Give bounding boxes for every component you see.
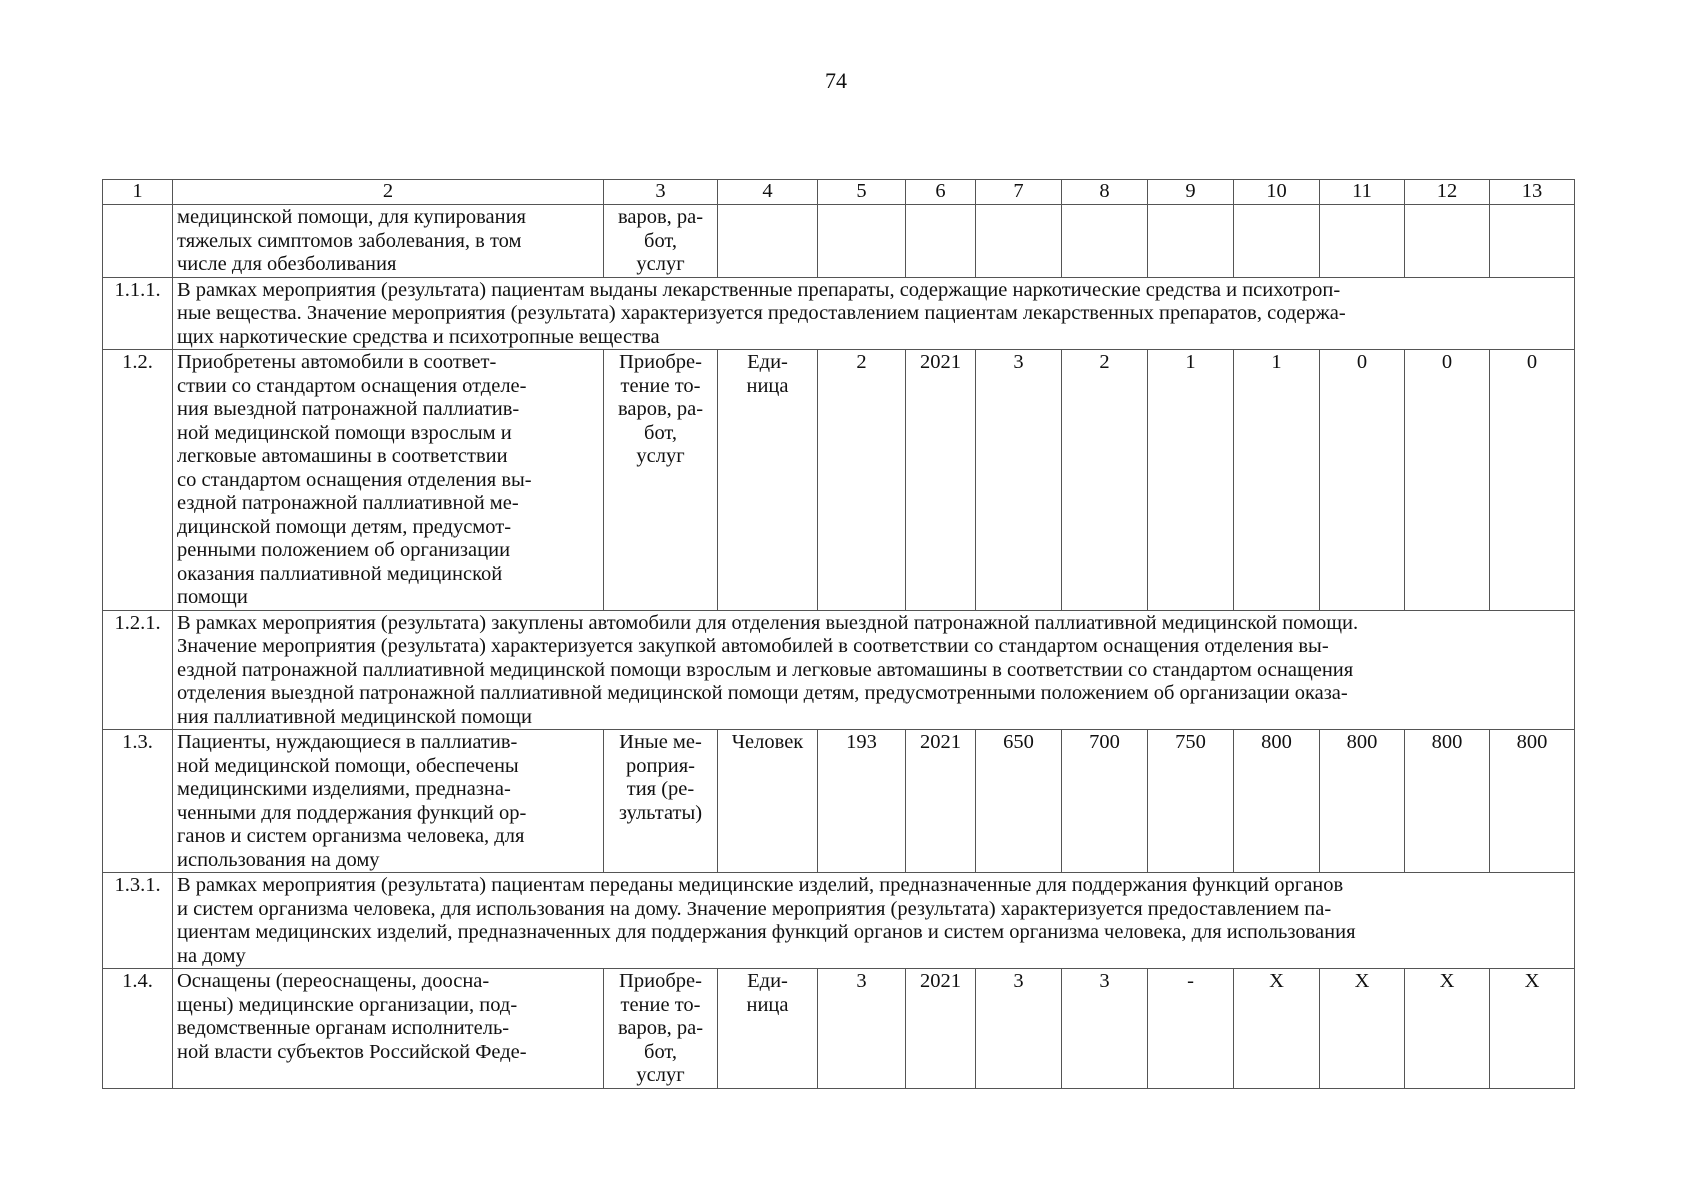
description-text xyxy=(173,277,1575,350)
value-cell: 750 xyxy=(1148,730,1234,873)
result-name xyxy=(173,350,604,611)
text-line: дицинской помощи детям, предусмот- xyxy=(177,515,512,538)
value-cell xyxy=(906,205,976,278)
value-cell: 800 xyxy=(1405,730,1490,873)
table-row xyxy=(103,969,1575,1089)
unit-of-measure xyxy=(718,350,818,611)
text-line: ница xyxy=(746,993,789,1016)
value-cell xyxy=(818,205,906,278)
column-number: 7 xyxy=(976,180,1062,205)
text-line: Пациенты, нуждающиеся в паллиатив- xyxy=(177,731,518,753)
text-line: ной медицинской помощи взрослым и xyxy=(177,421,512,444)
text-line: роприя- xyxy=(626,754,695,777)
text-line: ренными положением об организации xyxy=(177,539,511,561)
text-line: ездной патронажной паллиативной ме- xyxy=(177,492,519,514)
value-cell: 2 xyxy=(1062,350,1148,611)
value-cell: 0 xyxy=(1405,350,1490,611)
result-name xyxy=(173,205,604,278)
description-row xyxy=(103,873,1575,969)
row-number xyxy=(103,205,173,278)
text-line: и систем организма человека, для использования на дому. Значение мероприятия (результата) характеризуется предоставлением па- xyxy=(177,897,1332,920)
text-line: бот, xyxy=(644,1040,677,1063)
text-line: ница xyxy=(746,374,789,397)
table-row xyxy=(103,350,1575,611)
text-line: медицинской помощи, для купирования xyxy=(177,206,526,228)
text-line: Приобре- xyxy=(619,351,702,373)
column-number-row xyxy=(103,180,1575,205)
result-kind xyxy=(604,969,718,1089)
text-line: на дому xyxy=(177,944,246,967)
text-line: зультаты) xyxy=(618,801,703,824)
text-line: помощи xyxy=(177,586,248,608)
text-line: услуг xyxy=(636,445,685,467)
text-line: ной медицинской помощи, обеспечены xyxy=(177,754,519,777)
text-line: ездной патронажной паллиативной медицинской помощи взрослым и легковые автомашины в соответствии со стандартом оснащения xyxy=(177,658,1354,681)
text-line: В рамках мероприятия (результата) пациентам выданы лекарственные препараты, содержащие наркотические средства и психотроп- xyxy=(177,278,1341,301)
unit-of-measure xyxy=(718,969,818,1089)
value-cell: 3 xyxy=(976,969,1062,1089)
text-line: Человек xyxy=(731,731,804,753)
value-cell: 800 xyxy=(1320,730,1405,873)
value-cell: X xyxy=(1234,969,1320,1089)
value-cell: 0 xyxy=(1320,350,1405,611)
text-line: тяжелых симптомов заболевания, в том xyxy=(177,229,522,252)
value-cell: 650 xyxy=(976,730,1062,873)
row-number: 1.1.1. xyxy=(103,277,173,350)
text-line: ствии со стандартом оснащения отделе- xyxy=(177,374,527,397)
text-line: тение то- xyxy=(620,374,701,397)
description-row xyxy=(103,277,1575,350)
text-line: варов, ра- xyxy=(617,206,704,228)
text-line: варов, ра- xyxy=(617,398,704,420)
unit-of-measure xyxy=(718,730,818,873)
value-cell: 193 xyxy=(818,730,906,873)
text-line: тия (ре- xyxy=(626,778,695,800)
column-number: 3 xyxy=(604,180,718,205)
text-line: тение то- xyxy=(620,993,701,1016)
text-line: бот, xyxy=(644,229,677,252)
value-cell xyxy=(1405,205,1490,278)
text-line: Иные ме- xyxy=(619,731,702,753)
text-line: ченными для поддержания функций ор- xyxy=(177,801,527,824)
column-number: 5 xyxy=(818,180,906,205)
value-cell xyxy=(1062,205,1148,278)
indicators-table xyxy=(102,179,1575,1089)
row-number: 1.4. xyxy=(103,969,173,1089)
table-body xyxy=(103,180,1575,1089)
result-kind xyxy=(604,350,718,611)
value-cell: 2021 xyxy=(906,350,976,611)
description-text xyxy=(173,610,1575,730)
row-number: 1.3. xyxy=(103,730,173,873)
column-number: 9 xyxy=(1148,180,1234,205)
column-number: 8 xyxy=(1062,180,1148,205)
value-cell: 2021 xyxy=(906,730,976,873)
text-line: со стандартом оснащения отделения вы- xyxy=(177,468,532,491)
column-number: 2 xyxy=(173,180,604,205)
text-line: числе для обезболивания xyxy=(177,253,397,275)
result-name xyxy=(173,969,604,1089)
text-line: бот, xyxy=(644,421,677,444)
text-line: В рамках мероприятия (результата) пациентам переданы медицинские изделий, предназначенные для поддержания функций органов xyxy=(177,874,1344,896)
value-cell: 0 xyxy=(1490,350,1575,611)
value-cell: 700 xyxy=(1062,730,1148,873)
row-number: 1.3.1. xyxy=(103,873,173,969)
value-cell: 2021 xyxy=(906,969,976,1089)
column-number: 6 xyxy=(906,180,976,205)
text-line: Еди- xyxy=(747,970,788,992)
value-cell: 2 xyxy=(818,350,906,611)
text-line: В рамках мероприятия (результата) закуплены автомобили для отделения выездной патронажной паллиативной медицинской помощи. xyxy=(177,611,1359,634)
value-cell xyxy=(1320,205,1405,278)
text-line: Приобретены автомобили в соответ- xyxy=(177,351,497,373)
table-row xyxy=(103,730,1575,873)
row-number: 1.2. xyxy=(103,350,173,611)
text-line: варов, ра- xyxy=(617,1017,704,1039)
result-kind xyxy=(604,205,718,278)
text-line: ной власти субъектов Российской Феде- xyxy=(177,1040,527,1063)
value-cell: X xyxy=(1320,969,1405,1089)
column-number: 1 xyxy=(103,180,173,205)
result-name xyxy=(173,730,604,873)
text-line: оказания паллиативной медицинской xyxy=(177,562,503,585)
row-number: 1.2.1. xyxy=(103,610,173,730)
text-line: использования на дому xyxy=(177,848,380,871)
text-line: циентам медицинских изделий, предназначенных для поддержания функций органов и систем организма человека, для использования xyxy=(177,921,1356,943)
text-line: Значение мероприятия (результата) характеризуется закупкой автомобилей в соответствии со стандартом оснащения отделения вы- xyxy=(177,635,1329,657)
text-line: щены) медицинские организации, под- xyxy=(177,993,518,1016)
text-line: ганов и систем организма человека, для xyxy=(177,825,525,847)
text-line: ния паллиативной медицинской помощи xyxy=(177,705,532,728)
text-line: Еди- xyxy=(747,351,788,373)
column-number: 11 xyxy=(1320,180,1405,205)
text-line: ния выездной патронажной паллиатив- xyxy=(177,398,520,420)
text-line: медицинскими изделиями, предназна- xyxy=(177,778,511,800)
value-cell: 3 xyxy=(818,969,906,1089)
column-number: 4 xyxy=(718,180,818,205)
text-line: щих наркотические средства и психотропные вещества xyxy=(177,325,660,348)
value-cell: X xyxy=(1405,969,1490,1089)
page-number: 74 xyxy=(825,68,847,93)
result-kind xyxy=(604,730,718,873)
description-text xyxy=(173,873,1575,969)
text-line: отделения выездной патронажной паллиативной медицинской помощи детям, предусмотренными положением об организации оказа- xyxy=(177,682,1348,704)
column-number: 12 xyxy=(1405,180,1490,205)
value-cell: 800 xyxy=(1490,730,1575,873)
text-line: легковые автомашины в соответствии xyxy=(177,445,508,467)
value-cell: 3 xyxy=(1062,969,1148,1089)
table-row xyxy=(103,205,1575,278)
value-cell: 1 xyxy=(1148,350,1234,611)
value-cell xyxy=(1490,205,1575,278)
text-line: услуг xyxy=(636,1064,685,1086)
column-number: 13 xyxy=(1490,180,1575,205)
text-line: услуг xyxy=(636,253,685,275)
text-line: ведомственные органам исполнитель- xyxy=(177,1017,510,1039)
value-cell: - xyxy=(1148,969,1234,1089)
column-number: 10 xyxy=(1234,180,1320,205)
value-cell: 800 xyxy=(1234,730,1320,873)
value-cell: 1 xyxy=(1234,350,1320,611)
unit-of-measure xyxy=(718,205,818,278)
value-cell: 3 xyxy=(976,350,1062,611)
text-line: Оснащены (переоснащены, доосна- xyxy=(177,970,490,992)
value-cell xyxy=(1234,205,1320,278)
value-cell xyxy=(976,205,1062,278)
value-cell xyxy=(1148,205,1234,278)
value-cell: X xyxy=(1490,969,1575,1089)
description-row xyxy=(103,610,1575,730)
text-line: Приобре- xyxy=(619,970,702,992)
text-line: ные вещества. Значение мероприятия (результата) характеризуется предоставлением пациентам лекарственных препаратов, содержа- xyxy=(177,302,1346,324)
